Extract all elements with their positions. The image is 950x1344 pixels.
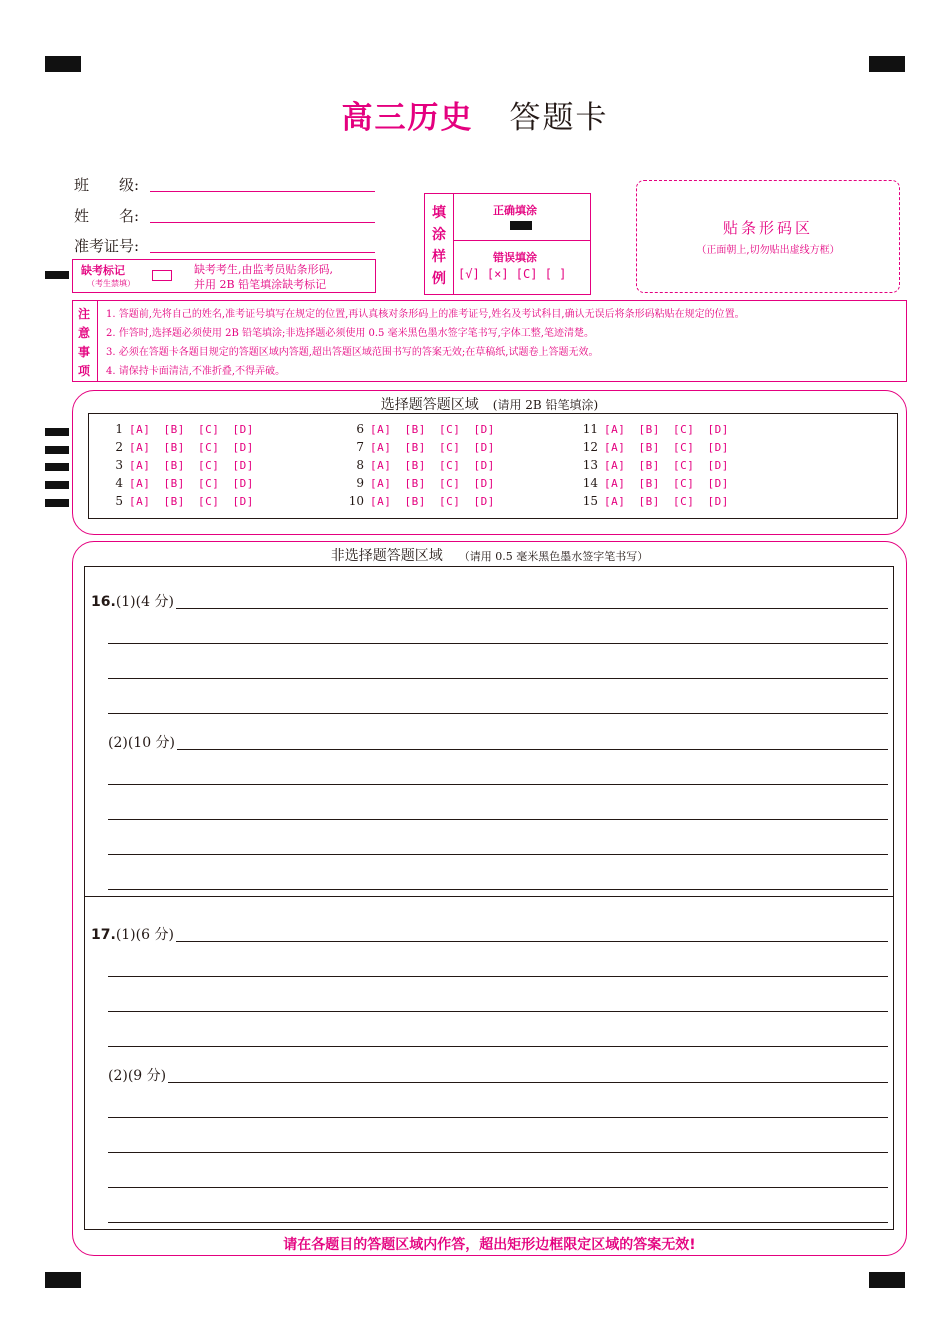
fill-sample-box — [424, 193, 591, 295]
absent-note-line1: 缺考考生,由监考员贴条形码, — [194, 263, 333, 276]
choice-question-row — [574, 476, 729, 490]
choice-question-row — [99, 458, 254, 472]
question-number: 1 — [115, 422, 123, 436]
answer-line[interactable] — [108, 784, 888, 785]
barcode-title: 贴条形码区 — [722, 219, 813, 237]
choice-question-row — [574, 458, 729, 472]
answer-line[interactable] — [108, 1117, 888, 1118]
question-number: 2 — [115, 440, 123, 454]
title-subject: 高三历史 — [341, 100, 474, 136]
notice-box — [72, 300, 907, 382]
choice-question-row — [99, 494, 254, 508]
choice-question-row — [340, 422, 495, 436]
answer-line[interactable] — [170, 941, 888, 942]
sample-side-char: 涂 — [432, 227, 446, 243]
sample-side-char: 样 — [432, 249, 446, 265]
answer-options[interactable]: [A] [B] [C] [D] — [604, 477, 729, 490]
notice-side-column — [73, 301, 98, 381]
choice-question-row — [340, 476, 495, 490]
question-number: 12 — [582, 440, 598, 454]
answer-line[interactable] — [108, 1152, 888, 1153]
answer-options[interactable]: [A] [B] [C] [D] — [604, 495, 729, 508]
choice-title-note: (请用 2B 铅笔填涂) — [492, 398, 599, 412]
answer-options[interactable]: [A] [B] [C] [D] — [129, 495, 254, 508]
question-number: 8 — [356, 458, 364, 472]
answer-options[interactable]: [A] [B] [C] [D] — [370, 423, 495, 436]
answer-line[interactable] — [108, 1011, 888, 1012]
notice-side-char: 意 — [78, 326, 91, 340]
answer-line[interactable] — [108, 1222, 888, 1223]
subjective-title-text: 非选择题答题区域 — [330, 548, 443, 564]
side-mark — [45, 446, 69, 454]
question-number: 5 — [115, 494, 123, 508]
sample-divider — [454, 240, 590, 241]
side-mark — [45, 481, 69, 489]
answer-options[interactable]: [A] [B] [C] [D] — [129, 423, 254, 436]
footer-warning: 请在各题目的答题区域内作答，超出矩形边框限定区域的答案无效! — [283, 1237, 696, 1253]
answer-line[interactable] — [108, 713, 888, 714]
answer-options[interactable]: [A] [B] [C] [D] — [604, 441, 729, 454]
answer-line[interactable] — [108, 678, 888, 679]
answer-options[interactable]: [A] [B] [C] [D] — [370, 459, 495, 472]
page-title — [0, 92, 950, 137]
question-divider — [85, 896, 893, 897]
choice-question-row — [340, 458, 495, 472]
choice-question-row — [340, 440, 495, 454]
sample-side-char: 填 — [432, 205, 446, 221]
class-field[interactable] — [150, 190, 375, 192]
notice-side-char: 注 — [78, 307, 91, 321]
subjective-title — [73, 545, 906, 565]
answer-options[interactable]: [A] [B] [C] [D] — [370, 477, 495, 490]
question-number: 3 — [115, 458, 123, 472]
question-16-part1-label: 16.(1)(4 分) — [91, 591, 176, 611]
answer-line[interactable] — [108, 1046, 888, 1047]
answer-line[interactable] — [175, 749, 888, 750]
sample-side-char: 例 — [432, 271, 446, 287]
choice-question-row — [574, 422, 729, 436]
name-field[interactable] — [150, 221, 375, 223]
correct-fill-mark — [510, 221, 532, 230]
choice-question-row — [340, 494, 495, 508]
notice-item: 4. 请保持卡面清洁,不准折叠,不得弄破。 — [106, 366, 286, 377]
question-number: 4 — [115, 476, 123, 490]
choice-title-text: 选择题答题区域 — [380, 397, 479, 413]
choice-question-row — [99, 440, 254, 454]
question-number: 13 — [582, 458, 598, 472]
side-mark — [45, 463, 69, 471]
answer-options[interactable]: [A] [B] [C] [D] — [370, 495, 495, 508]
answer-line[interactable] — [108, 643, 888, 644]
exam-id-label: 准考证号: — [74, 237, 140, 255]
answer-line[interactable] — [108, 819, 888, 820]
title-card: 答题卡 — [509, 100, 609, 136]
question-number: 9 — [356, 476, 364, 490]
corner-mark-bottom-left — [45, 1272, 81, 1288]
name-label: 姓 名: — [74, 207, 140, 225]
answer-options[interactable]: [A] [B] [C] [D] — [129, 477, 254, 490]
notice-side-char: 项 — [78, 364, 91, 378]
answer-line[interactable] — [108, 889, 888, 890]
question-17-part2-label: (2)(9 分) — [108, 1065, 168, 1085]
question-number: 7 — [356, 440, 364, 454]
question-number: 10 — [348, 494, 364, 508]
answer-line[interactable] — [170, 608, 888, 609]
absent-subtitle: （考生禁填） — [87, 279, 135, 288]
notice-side-char: 事 — [78, 345, 91, 359]
absent-mark-box — [72, 259, 376, 293]
answer-options[interactable]: [A] [B] [C] [D] — [129, 459, 254, 472]
question-number: 14 — [582, 476, 598, 490]
correct-fill-label: 正确填涂 — [493, 204, 537, 217]
choice-question-row — [99, 422, 254, 436]
choice-question-row — [99, 476, 254, 490]
sample-side-column — [425, 194, 454, 294]
question-number: 15 — [582, 494, 598, 508]
answer-options[interactable]: [A] [B] [C] [D] — [604, 459, 729, 472]
absent-checkbox[interactable] — [152, 270, 172, 281]
answer-line[interactable] — [108, 1187, 888, 1188]
side-mark — [45, 428, 69, 436]
corner-mark-top-left — [45, 56, 81, 72]
question-number: 11 — [582, 422, 598, 436]
class-label: 班 级: — [74, 176, 140, 194]
wrong-fill-label: 错误填涂 — [493, 251, 537, 264]
question-17-part1-label: 17.(1)(6 分) — [91, 924, 176, 944]
answer-options[interactable]: [A] [B] [C] [D] — [129, 441, 254, 454]
notice-item: 2. 作答时,选择题必须使用 2B 铅笔填涂;非选择题必须使用 0.5 毫米黑色墨水签字笔书写,字体工整,笔迹清楚。 — [106, 328, 594, 339]
exam-id-field[interactable] — [150, 251, 375, 253]
choice-section — [72, 390, 907, 535]
side-mark — [45, 271, 69, 279]
answer-options[interactable]: [A] [B] [C] [D] — [370, 441, 495, 454]
wrong-fill-marks: [√] [×] [C] [ ] — [458, 267, 567, 281]
corner-mark-top-right — [869, 56, 905, 72]
answer-options[interactable]: [A] [B] [C] [D] — [604, 423, 729, 436]
notice-item: 1. 答题前,先将自己的姓名,准考证号填写在规定的位置,再认真核对条形码上的准考证号,姓名及考试科目,确认无误后将条形码粘贴在规定的位置。 — [106, 309, 745, 320]
barcode-area — [636, 180, 900, 293]
side-mark — [45, 499, 69, 507]
subjective-section — [72, 541, 907, 1256]
barcode-subtitle: （正面朝上,切勿贴出虚线方框） — [696, 245, 840, 256]
question-16-part2-label: (2)(10 分) — [108, 732, 177, 752]
notice-item: 3. 必须在答题卡各题目规定的答题区域内答题,超出答题区域范围书写的答案无效;在草稿纸,试题卷上答题无效。 — [106, 347, 599, 358]
choice-title — [73, 394, 906, 414]
corner-mark-bottom-right — [869, 1272, 905, 1288]
subjective-answer-box — [84, 566, 894, 1230]
answer-line[interactable] — [108, 854, 888, 855]
subjective-title-note: （请用 0.5 毫米黑色墨水签字笔书写） — [458, 550, 649, 563]
question-number: 6 — [356, 422, 364, 436]
answer-line[interactable] — [165, 1082, 888, 1083]
choice-question-row — [574, 494, 729, 508]
answer-line[interactable] — [108, 976, 888, 977]
absent-note-line2: 并用 2B 铅笔填涂缺考标记 — [194, 278, 327, 291]
choice-grid — [88, 413, 898, 519]
absent-title: 缺考标记 — [81, 264, 125, 277]
choice-question-row — [574, 440, 729, 454]
